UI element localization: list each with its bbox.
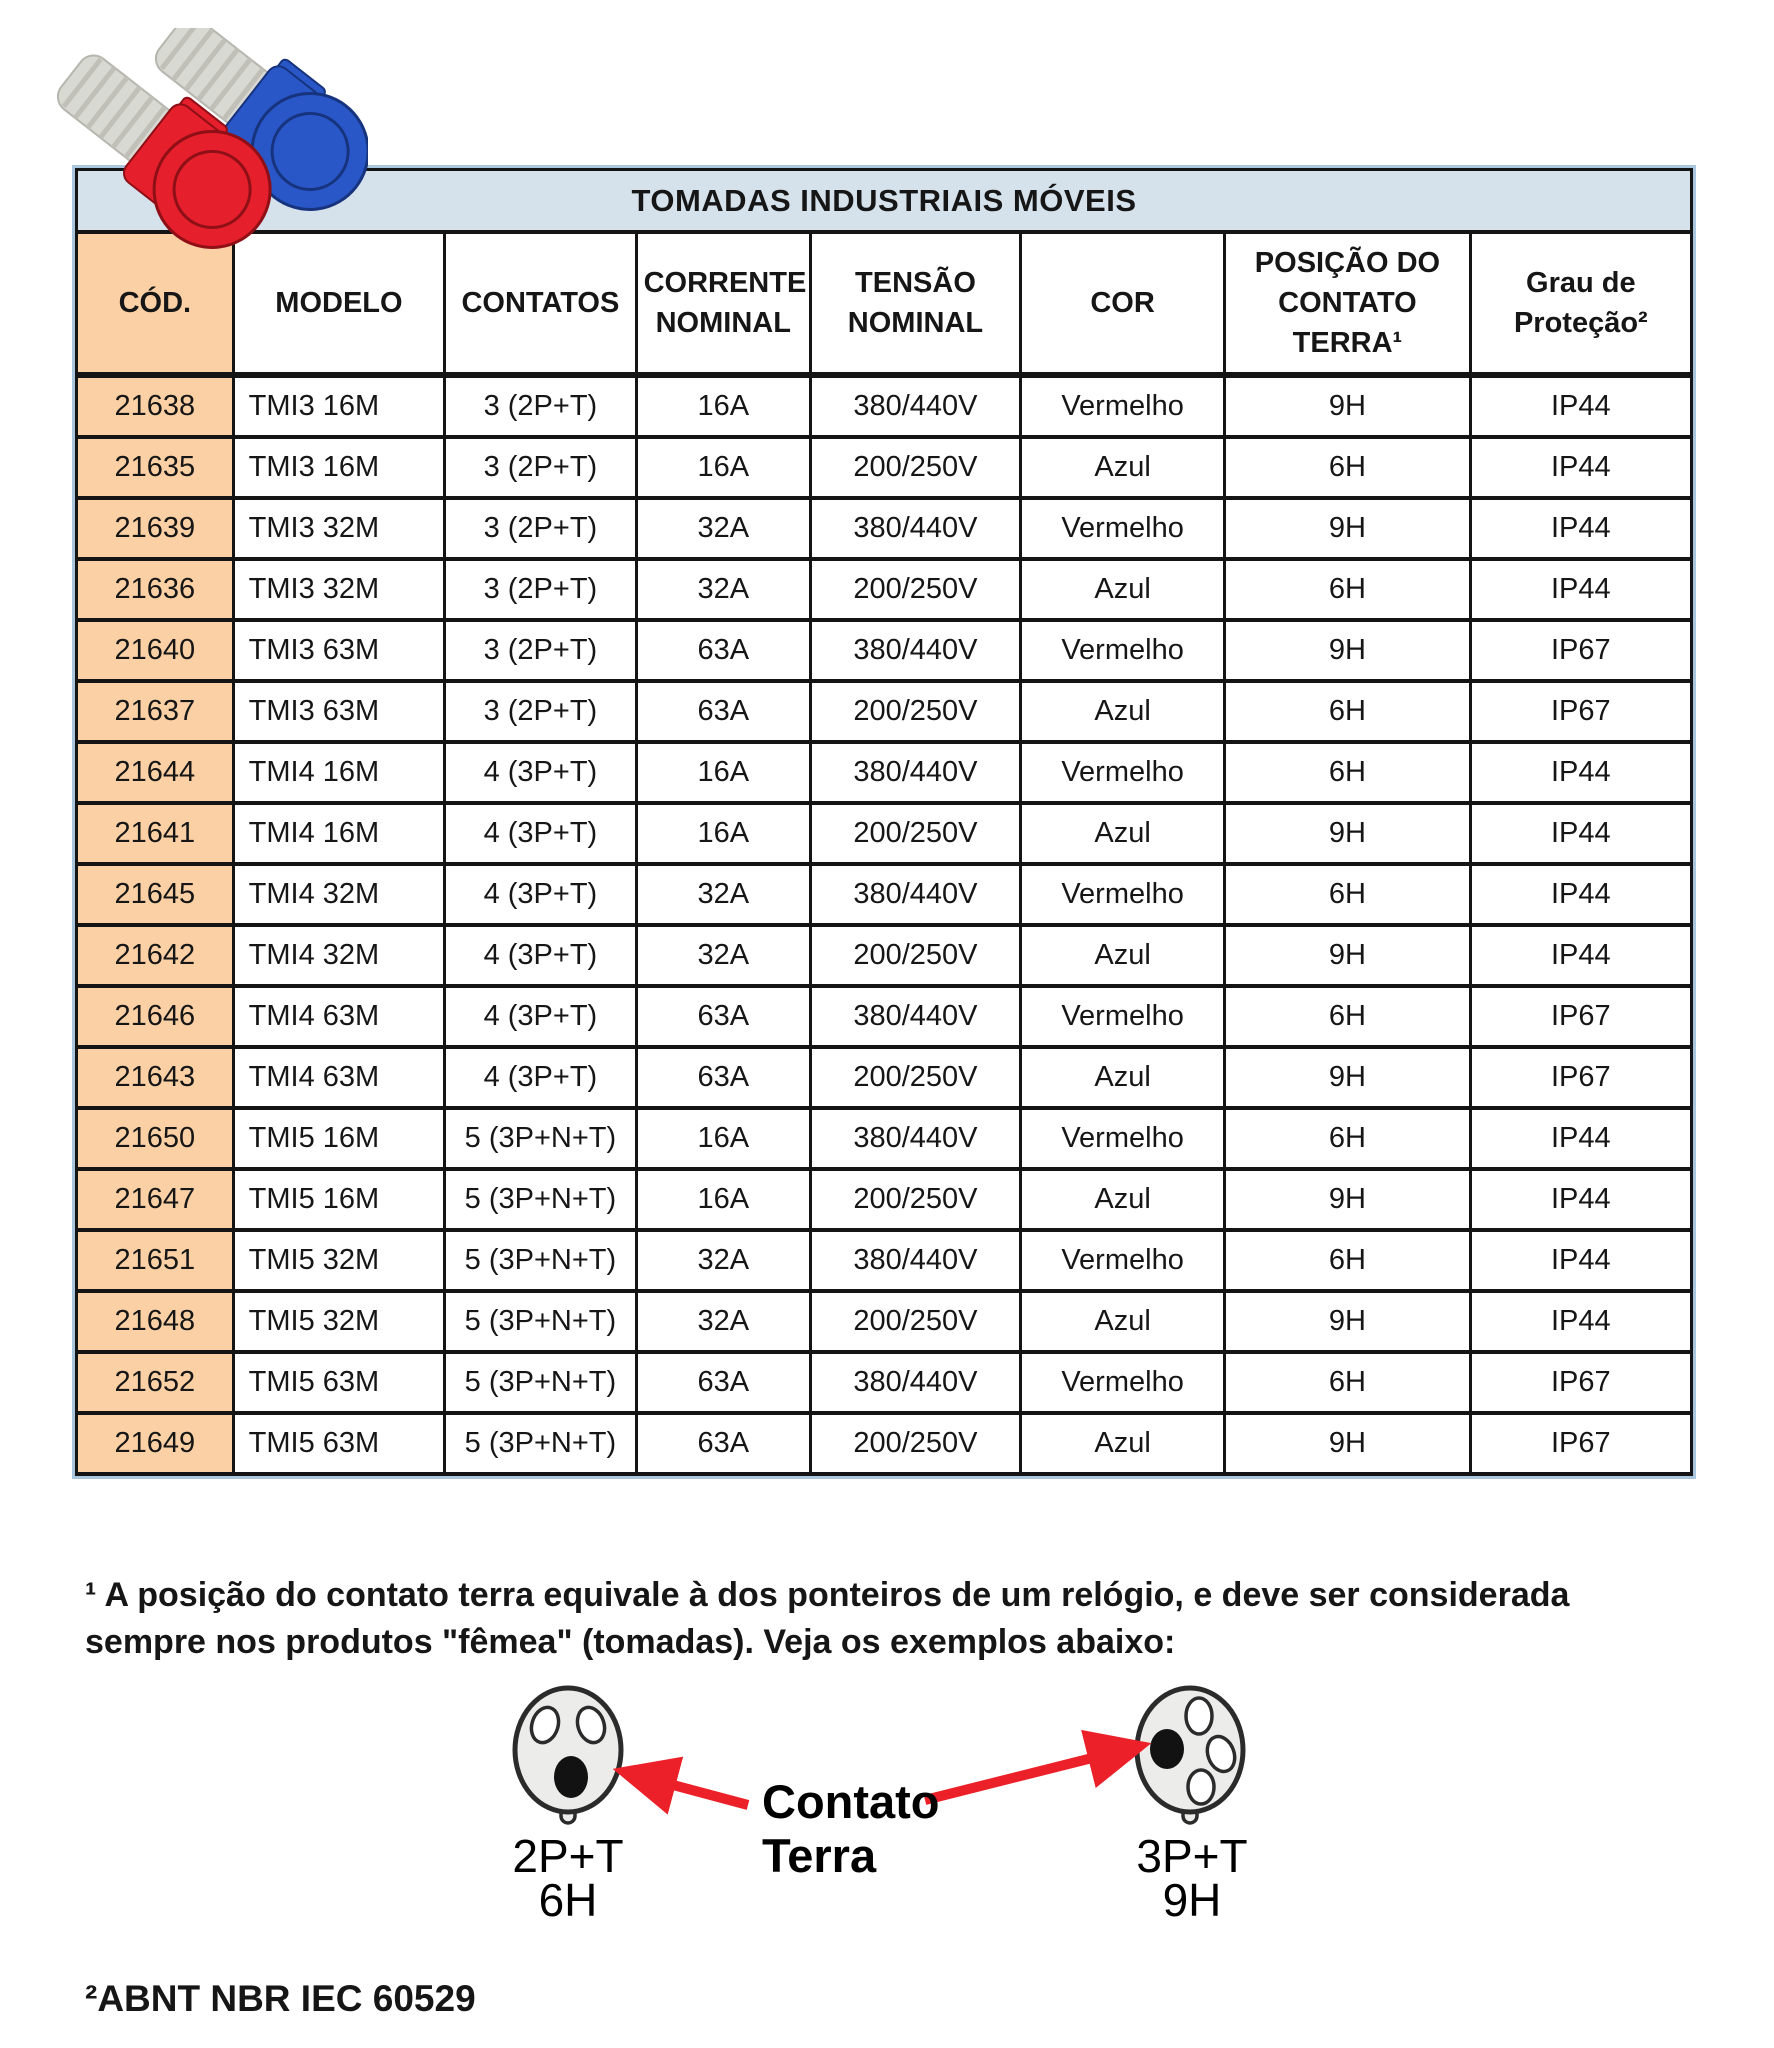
table-row — [77, 498, 1692, 559]
arrow-to-left-earth-contact — [632, 1774, 748, 1805]
cell-modelo: TMI4 32M — [233, 925, 445, 986]
cell-contatos: 4 (3P+T) — [445, 742, 636, 803]
cell-grau-protecao: IP44 — [1470, 437, 1691, 498]
table-row — [77, 1230, 1692, 1291]
cell-tensao-nominal: 200/250V — [810, 437, 1020, 498]
cell-contatos: 5 (3P+N+T) — [445, 1413, 636, 1474]
cell-contatos: 3 (2P+T) — [445, 498, 636, 559]
cell-cod: 21643 — [77, 1047, 234, 1108]
cell-cod: 21636 — [77, 559, 234, 620]
cell-cor: Azul — [1020, 1169, 1224, 1230]
cell-modelo: TMI4 32M — [233, 864, 445, 925]
cell-contatos: 5 (3P+N+T) — [445, 1169, 636, 1230]
cell-grau-protecao: IP67 — [1470, 681, 1691, 742]
cell-modelo: TMI3 63M — [233, 620, 445, 681]
cell-modelo: TMI3 16M — [233, 437, 445, 498]
footnote-contato-terra: ¹ A posição do contato terra equivale à dos ponteiros de um relógio, e deve ser considerada sempre nos produtos "fêmea" (tomadas). Veja os exemplos abaixo: — [85, 1576, 1570, 1661]
table-row — [77, 1169, 1692, 1230]
cell-grau-protecao: IP44 — [1470, 375, 1691, 437]
cell-grau-protecao: IP44 — [1470, 925, 1691, 986]
table-row — [77, 559, 1692, 620]
cell-posicao-contato-terra: 6H — [1225, 1108, 1470, 1169]
connector-face-3pt-9h — [1137, 1688, 1243, 1823]
contact-hole — [1186, 1698, 1212, 1734]
cell-tensao-nominal: 380/440V — [810, 1108, 1020, 1169]
cell-cod: 21641 — [77, 803, 234, 864]
cell-modelo: TMI5 16M — [233, 1169, 445, 1230]
table-row — [77, 803, 1692, 864]
cell-cod: 21649 — [77, 1413, 234, 1474]
cell-grau-protecao: IP44 — [1470, 864, 1691, 925]
table-title: TOMADAS INDUSTRIAIS MÓVEIS — [631, 182, 1137, 218]
cell-posicao-contato-terra: 6H — [1225, 1352, 1470, 1413]
cell-corrente-nominal: 16A — [636, 742, 810, 803]
cell-cod: 21648 — [77, 1291, 234, 1352]
cell-corrente-nominal: 32A — [636, 1230, 810, 1291]
table-row — [77, 437, 1692, 498]
cell-tensao-nominal: 200/250V — [810, 1413, 1020, 1474]
cell-grau-protecao: IP44 — [1470, 1108, 1691, 1169]
cell-grau-protecao: IP67 — [1470, 1413, 1691, 1474]
cell-contatos: 5 (3P+N+T) — [445, 1291, 636, 1352]
cell-grau-protecao: IP44 — [1470, 1230, 1691, 1291]
footnote-abnt-standard: ²ABNT NBR IEC 60529 — [85, 1978, 476, 2019]
table-row — [77, 1352, 1692, 1413]
cell-posicao-contato-terra: 9H — [1225, 803, 1470, 864]
table-row — [77, 1291, 1692, 1352]
cell-modelo: TMI4 16M — [233, 803, 445, 864]
cell-contatos: 3 (2P+T) — [445, 375, 636, 437]
col-header-cor: COR — [1020, 232, 1224, 375]
cell-cor: Vermelho — [1020, 1352, 1224, 1413]
cell-posicao-contato-terra: 9H — [1225, 1413, 1470, 1474]
cell-modelo: TMI5 63M — [233, 1352, 445, 1413]
contact-hole — [1188, 1770, 1214, 1804]
cell-contatos: 4 (3P+T) — [445, 803, 636, 864]
cell-tensao-nominal: 200/250V — [810, 1169, 1020, 1230]
cell-cod: 21640 — [77, 620, 234, 681]
cell-corrente-nominal: 63A — [636, 1352, 810, 1413]
cell-tensao-nominal: 380/440V — [810, 986, 1020, 1047]
cell-corrente-nominal: 63A — [636, 1047, 810, 1108]
cell-posicao-contato-terra: 9H — [1225, 925, 1470, 986]
col-header-tensao-nominal: TENSÃO NOMINAL — [810, 232, 1020, 375]
cell-tensao-nominal: 380/440V — [810, 1352, 1020, 1413]
cell-grau-protecao: IP44 — [1470, 498, 1691, 559]
cell-corrente-nominal: 63A — [636, 1413, 810, 1474]
cell-cod: 21637 — [77, 681, 234, 742]
cell-posicao-contato-terra: 6H — [1225, 864, 1470, 925]
earth-contact-filled — [1150, 1729, 1184, 1769]
cell-contatos: 4 (3P+T) — [445, 925, 636, 986]
cell-cod: 21642 — [77, 925, 234, 986]
col-header-cod: CÓD. — [77, 232, 234, 375]
cell-contatos: 4 (3P+T) — [445, 986, 636, 1047]
cell-cod: 21651 — [77, 1230, 234, 1291]
diagram-center-label-line1: Contato — [762, 1775, 940, 1828]
cell-contatos: 3 (2P+T) — [445, 437, 636, 498]
cell-modelo: TMI5 32M — [233, 1230, 445, 1291]
cell-modelo: TMI3 16M — [233, 375, 445, 437]
col-header-contatos: CONTATOS — [445, 232, 636, 375]
spec-table-block — [75, 168, 1693, 1476]
cell-tensao-nominal: 380/440V — [810, 375, 1020, 437]
cell-corrente-nominal: 32A — [636, 864, 810, 925]
right-connector-label-line1: 3P+T — [1136, 1830, 1248, 1882]
cell-contatos: 4 (3P+T) — [445, 1047, 636, 1108]
table-row — [77, 925, 1692, 986]
cell-tensao-nominal: 200/250V — [810, 925, 1020, 986]
cell-tensao-nominal: 200/250V — [810, 1291, 1020, 1352]
table-row — [77, 681, 1692, 742]
table-row — [77, 1047, 1692, 1108]
cell-cor: Azul — [1020, 925, 1224, 986]
cell-cor: Azul — [1020, 803, 1224, 864]
cell-cor: Vermelho — [1020, 620, 1224, 681]
cell-tensao-nominal: 200/250V — [810, 681, 1020, 742]
cell-posicao-contato-terra: 9H — [1225, 1169, 1470, 1230]
cell-modelo: TMI3 32M — [233, 559, 445, 620]
contato-terra-diagram — [380, 1650, 1380, 1980]
cell-contatos: 4 (3P+T) — [445, 864, 636, 925]
cell-tensao-nominal: 380/440V — [810, 742, 1020, 803]
table-row — [77, 620, 1692, 681]
cell-cod: 21635 — [77, 437, 234, 498]
left-connector-label-line1: 2P+T — [512, 1830, 624, 1882]
cell-grau-protecao: IP44 — [1470, 559, 1691, 620]
cell-tensao-nominal: 380/440V — [810, 1230, 1020, 1291]
table-row — [77, 986, 1692, 1047]
cell-contatos: 5 (3P+N+T) — [445, 1352, 636, 1413]
table-row — [77, 375, 1692, 437]
connector-face-2pt-6h — [515, 1688, 621, 1823]
cell-grau-protecao: IP44 — [1470, 1291, 1691, 1352]
cell-modelo: TMI4 63M — [233, 986, 445, 1047]
cell-grau-protecao: IP67 — [1470, 1352, 1691, 1413]
cell-cod: 21647 — [77, 1169, 234, 1230]
cell-grau-protecao: IP67 — [1470, 986, 1691, 1047]
cell-modelo: TMI4 63M — [233, 1047, 445, 1108]
cell-tensao-nominal: 200/250V — [810, 1047, 1020, 1108]
cell-tensao-nominal: 380/440V — [810, 620, 1020, 681]
table-body — [77, 375, 1692, 1474]
cell-cod: 21650 — [77, 1108, 234, 1169]
col-header-posicao-contato-terra: POSIÇÃO DO CONTATO TERRA¹ — [1225, 232, 1470, 375]
cell-corrente-nominal: 63A — [636, 986, 810, 1047]
cell-posicao-contato-terra: 6H — [1225, 437, 1470, 498]
diagram-center-label-line2: Terra — [762, 1829, 877, 1882]
cell-contatos: 5 (3P+N+T) — [445, 1108, 636, 1169]
cell-contatos: 5 (3P+N+T) — [445, 1230, 636, 1291]
cell-cod: 21652 — [77, 1352, 234, 1413]
cell-modelo: TMI4 16M — [233, 742, 445, 803]
left-connector-label-line2: 6H — [538, 1874, 598, 1926]
cell-tensao-nominal: 200/250V — [810, 803, 1020, 864]
cell-tensao-nominal: 380/440V — [810, 864, 1020, 925]
cell-modelo: TMI5 63M — [233, 1413, 445, 1474]
cell-cod: 21638 — [77, 375, 234, 437]
earth-contact-filled — [554, 1756, 588, 1798]
cell-corrente-nominal: 16A — [636, 1169, 810, 1230]
cell-corrente-nominal: 16A — [636, 803, 810, 864]
cell-tensao-nominal: 200/250V — [810, 559, 1020, 620]
cell-modelo: TMI3 63M — [233, 681, 445, 742]
cell-cor: Vermelho — [1020, 375, 1224, 437]
cell-grau-protecao: IP44 — [1470, 1169, 1691, 1230]
cell-grau-protecao: IP44 — [1470, 742, 1691, 803]
cell-cor: Vermelho — [1020, 742, 1224, 803]
cell-cor: Vermelho — [1020, 1108, 1224, 1169]
cell-posicao-contato-terra: 6H — [1225, 742, 1470, 803]
table-row — [77, 742, 1692, 803]
cell-contatos: 3 (2P+T) — [445, 620, 636, 681]
cell-cod: 21645 — [77, 864, 234, 925]
cell-cor: Vermelho — [1020, 864, 1224, 925]
cell-posicao-contato-terra: 9H — [1225, 1291, 1470, 1352]
spec-table — [75, 230, 1693, 1476]
cell-cor: Azul — [1020, 1291, 1224, 1352]
cell-corrente-nominal: 32A — [636, 925, 810, 986]
cell-posicao-contato-terra: 6H — [1225, 986, 1470, 1047]
cell-posicao-contato-terra: 9H — [1225, 1047, 1470, 1108]
right-connector-label-line2: 9H — [1162, 1874, 1222, 1926]
cell-modelo: TMI5 32M — [233, 1291, 445, 1352]
cell-cor: Azul — [1020, 681, 1224, 742]
table-row — [77, 1413, 1692, 1474]
cell-posicao-contato-terra: 9H — [1225, 620, 1470, 681]
cell-corrente-nominal: 16A — [636, 375, 810, 437]
cell-grau-protecao: IP67 — [1470, 1047, 1691, 1108]
cell-grau-protecao: IP44 — [1470, 803, 1691, 864]
cell-corrente-nominal: 16A — [636, 1108, 810, 1169]
cell-modelo: TMI5 16M — [233, 1108, 445, 1169]
col-header-corrente-nominal: CORRENTE NOMINAL — [636, 232, 810, 375]
cell-cor: Vermelho — [1020, 986, 1224, 1047]
cell-cor: Azul — [1020, 1413, 1224, 1474]
cell-cod: 21646 — [77, 986, 234, 1047]
arrow-to-right-earth-contact — [925, 1748, 1132, 1800]
cell-corrente-nominal: 32A — [636, 498, 810, 559]
cell-posicao-contato-terra: 6H — [1225, 681, 1470, 742]
cell-tensao-nominal: 380/440V — [810, 498, 1020, 559]
cell-cod: 21644 — [77, 742, 234, 803]
cell-contatos: 3 (2P+T) — [445, 681, 636, 742]
cell-posicao-contato-terra: 6H — [1225, 1230, 1470, 1291]
cell-posicao-contato-terra: 9H — [1225, 498, 1470, 559]
cell-cor: Vermelho — [1020, 498, 1224, 559]
cell-cor: Azul — [1020, 559, 1224, 620]
cell-cor: Vermelho — [1020, 1230, 1224, 1291]
cell-corrente-nominal: 63A — [636, 681, 810, 742]
cell-grau-protecao: IP67 — [1470, 620, 1691, 681]
product-photo — [48, 28, 368, 260]
cell-corrente-nominal: 63A — [636, 620, 810, 681]
cell-contatos: 3 (2P+T) — [445, 559, 636, 620]
cell-cod: 21639 — [77, 498, 234, 559]
cell-posicao-contato-terra: 9H — [1225, 375, 1470, 437]
col-header-modelo: MODELO — [233, 232, 445, 375]
cell-corrente-nominal: 32A — [636, 559, 810, 620]
cell-cor: Azul — [1020, 1047, 1224, 1108]
table-row — [77, 864, 1692, 925]
cell-corrente-nominal: 16A — [636, 437, 810, 498]
cell-corrente-nominal: 32A — [636, 1291, 810, 1352]
cell-modelo: TMI3 32M — [233, 498, 445, 559]
cell-cor: Azul — [1020, 437, 1224, 498]
col-header-grau-protecao: Grau de Proteção² — [1470, 232, 1691, 375]
cell-posicao-contato-terra: 6H — [1225, 559, 1470, 620]
table-row — [77, 1108, 1692, 1169]
